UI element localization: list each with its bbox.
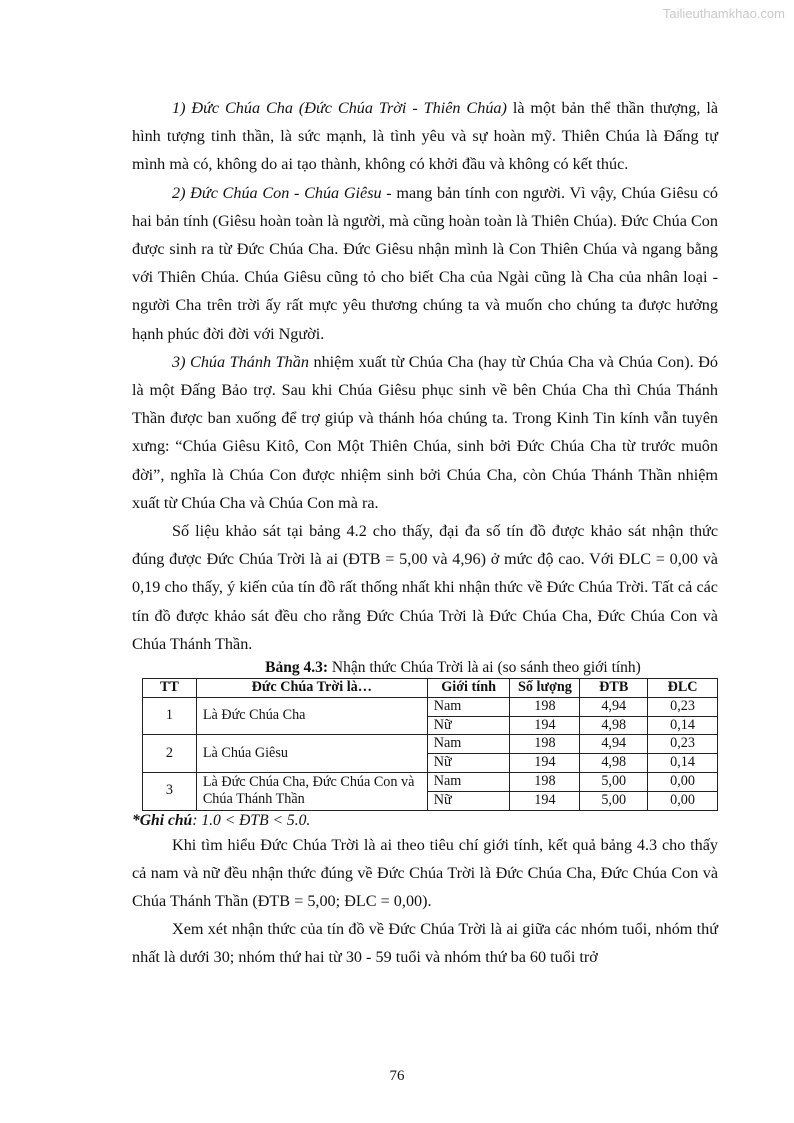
paragraph-1-text: là một bản thể thần thượng, là hình tượng tinh thần, là sức mạnh, là tình yêu và sự hoàn mỹ. Thiên Chúa là Đấng tự mình mà có, không do ai tạo thành, không có khởi đầu và không có kết thúc. (132, 99, 719, 174)
row-count: 198 (510, 735, 580, 754)
row-gender: Nam (427, 773, 510, 792)
paragraph-3 (132, 348, 718, 517)
row-mean: 4,94 (580, 697, 648, 716)
row-count: 194 (510, 754, 580, 773)
row-tt: 3 (143, 773, 197, 811)
table-row (143, 735, 718, 754)
paragraph-1-lead: 1) Đức Chúa Cha (Đức Chúa Trời - Thiên Chúa) (172, 99, 507, 117)
row-sd: 0,00 (648, 773, 718, 792)
table-note (132, 811, 718, 831)
row-count: 194 (510, 791, 580, 810)
row-mean: 5,00 (580, 791, 648, 810)
row-gender: Nữ (427, 791, 510, 810)
header-tt: TT (143, 679, 197, 698)
paragraph-2-text: - mang bản tính con người. Vì vậy, Chúa Giêsu có hai bản tính (Giêsu hoàn toàn là người, mà cũng hoàn toàn là Thiên Chúa). Đức Chúa Con được sinh ra từ Đức Chúa Cha. Đức Giêsu nhận mình là Con Thiên Chúa và ngang bằng với Thiên Chúa. Chúa Giêsu cũng tỏ cho biết Cha của Ngài cũng là Cha của nhân loại - người Cha trên trời ấy rất mực yêu thương chúng ta và muốn cho chúng ta được hưởng hạnh phúc đời đời với Người. (132, 183, 718, 343)
table-row (143, 773, 718, 792)
page-body (132, 94, 718, 972)
page-number: 76 (389, 1068, 405, 1084)
row-count: 194 (510, 716, 580, 735)
row-mean: 4,98 (580, 754, 648, 773)
header-count: Số lượng (510, 679, 580, 698)
header-sd: ĐLC (648, 679, 718, 698)
row-sd: 0,14 (648, 716, 718, 735)
row-gender: Nữ (427, 716, 510, 735)
paragraph-3-text: nhiệm xuất từ Chúa Cha (hay từ Chúa Cha và Chúa Con). Đó là một Đấng Bảo trợ. Sau khi Chúa Giêsu phục sinh về bên Chúa Cha thì Chúa Thánh Thần được ban xuống để trợ giúp và thánh hóa chúng ta. Trong Kinh Tin kính vẫn tuyên xưng: “Chúa Giêsu Kitô, Con Một Thiên Chúa, sinh bởi Đức Chúa Cha từ trước muôn đời”, nghĩa là Chúa Con được nhiệm sinh bởi Chúa Cha, còn Chúa Thánh Thần nhiệm xuất từ Chúa Cha và Chúa Con mà ra. (132, 352, 718, 512)
row-sd: 0,00 (648, 791, 718, 810)
paragraph-3-lead: 3) Chúa Thánh Thần (172, 352, 309, 371)
table-note-text: : 1.0 < ĐTB < 5.0. (192, 811, 311, 829)
table-row (143, 697, 718, 716)
watermark-text: Tailieuthamkhao.com (662, 6, 785, 21)
table-note-label: *Ghi chú (132, 811, 193, 829)
row-mean: 4,98 (580, 716, 648, 735)
table-caption (132, 658, 718, 678)
row-item: Là Chúa Giêsu (196, 735, 427, 773)
row-tt: 1 (143, 697, 197, 735)
paragraph-4 (132, 517, 718, 658)
gender-comparison-table (142, 678, 718, 811)
row-sd: 0,23 (648, 697, 718, 716)
header-item: Đức Chúa Trời là… (196, 679, 427, 698)
header-gender: Giới tính (427, 679, 510, 698)
paragraph-6: Xem xét nhận thức của tín đồ về Đức Chúa Trời là ai giữa các nhóm tuổi, nhóm thứ nhất là dưới 30; nhóm thứ hai từ 30 - 59 tuổi và nhóm thứ ba 60 tuổi trở (132, 920, 718, 967)
row-gender: Nam (427, 697, 510, 716)
row-tt: 2 (143, 735, 197, 773)
row-item: Là Đức Chúa Cha (196, 697, 427, 735)
paragraph-1 (132, 94, 718, 179)
table-caption-label: Bảng 4.3: (265, 659, 329, 677)
paragraph-5: Khi tìm hiểu Đức Chúa Trời là ai theo tiêu chí giới tính, kết quả bảng 4.3 cho thấy cả nam và nữ đều nhận thức đúng về Đức Chúa Trời là Đức Chúa Cha, Đức Chúa Con và Chúa Thánh Thần (ĐTB = 5,00; ĐLC = 0,00). (132, 835, 718, 911)
row-count: 198 (510, 773, 580, 792)
row-sd: 0,14 (648, 754, 718, 773)
row-item: Là Đức Chúa Cha, Đức Chúa Con và Chúa Thánh Thần (196, 773, 427, 811)
row-sd: 0,23 (648, 735, 718, 754)
header-mean: ĐTB (580, 679, 648, 698)
row-mean: 4,94 (580, 735, 648, 754)
paragraph-2-lead: 2) Đức Chúa Con - Chúa Giêsu (172, 183, 382, 202)
row-gender: Nữ (427, 754, 510, 773)
row-count: 198 (510, 697, 580, 716)
row-mean: 5,00 (580, 773, 648, 792)
paragraph-2 (132, 179, 718, 348)
table-caption-text: Nhận thức Chúa Trời là ai (so sánh theo giới tính) (328, 659, 641, 677)
paragraph-4-text: Số liệu khảo sát tại bảng 4.2 cho thấy, đại đa số tín đồ được khảo sát nhận thức đúng được Đức Chúa Trời là ai (ĐTB = 5,00 và 4,96) ở mức độ cao. Với ĐLC = 0,00 và 0,19 cho thấy, ý kiến của tín đồ rất thống nhất khi nhận thức về Đức Chúa Trời. Tất cả các tín đồ được khảo sát đều cho rằng Đức Chúa Trời là Đức Chúa Cha, Đức Chúa Con và Chúa Thánh Thần. (132, 522, 718, 653)
row-gender: Nam (427, 735, 510, 754)
table-header-row (143, 679, 718, 698)
